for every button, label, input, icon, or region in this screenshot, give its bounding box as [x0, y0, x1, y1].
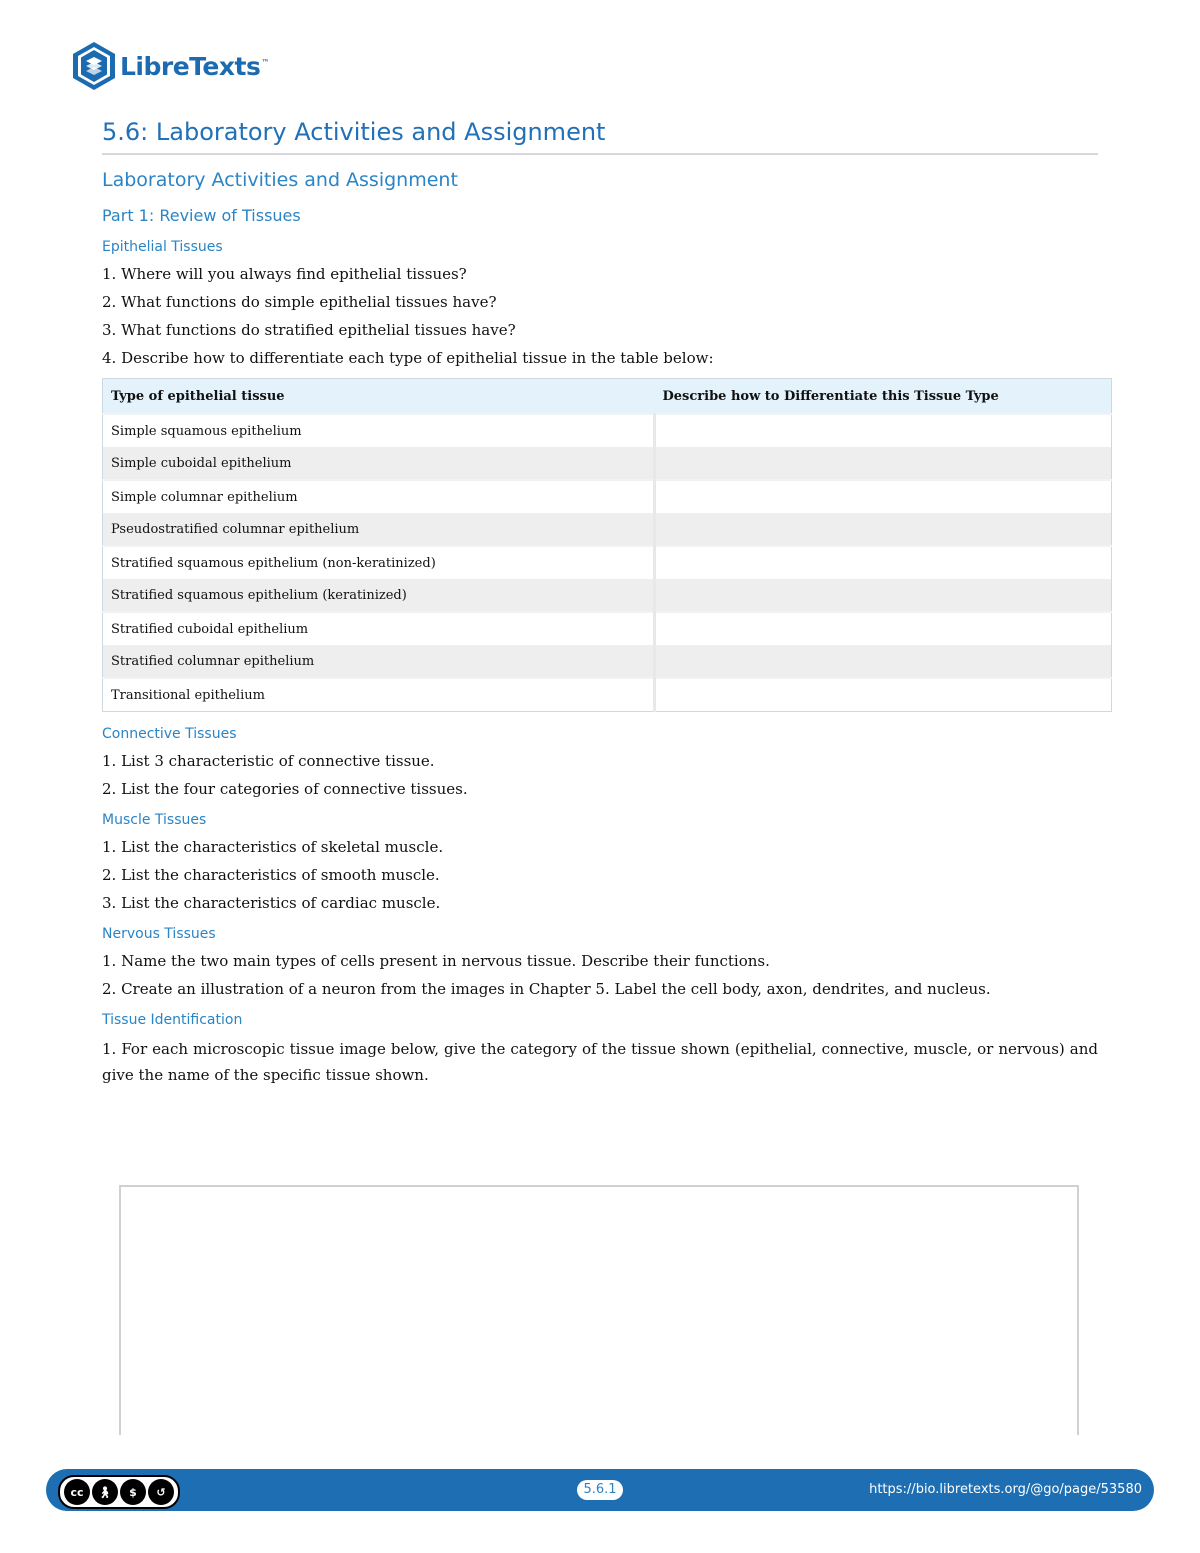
- tissue-type-cell: Simple columnar epithelium: [103, 480, 655, 513]
- nervous-question-1: 1. Name the two main types of cells present in nervous tissue. Describe their functions.: [102, 952, 770, 970]
- table-row: [103, 480, 1112, 513]
- answer-cell[interactable]: [655, 612, 1112, 645]
- part1-title: Part 1: Review of Tissues: [102, 206, 301, 225]
- tissue-type-cell: Stratified squamous epithelium (keratinized): [103, 579, 655, 612]
- answer-cell[interactable]: [655, 447, 1112, 480]
- tissue-image-frame: [119, 1185, 1079, 1435]
- answer-cell[interactable]: [655, 645, 1112, 678]
- epithelial-question-2: 2. What functions do simple epithelial tissues have?: [102, 293, 497, 311]
- identification-question-1: 1. For each microscopic tissue image below, give the category of the tissue shown (epithelial, connective, muscle, or nervous) and give the name of the specific tissue shown.: [102, 1040, 1098, 1084]
- by-icon: 🚶︎: [92, 1479, 118, 1505]
- libretexts-logo[interactable]: [72, 40, 269, 92]
- table-header-describe: Describe how to Differentiate this Tissue Type: [655, 379, 1112, 415]
- table-row: [103, 678, 1112, 712]
- table-row: [103, 513, 1112, 546]
- table-row: [103, 546, 1112, 579]
- tissue-type-cell: Stratified squamous epithelium (non-keratinized): [103, 546, 655, 579]
- identification-heading: Tissue Identification: [102, 1012, 243, 1028]
- page-url-link[interactable]: https://bio.libretexts.org/@go/page/53580: [869, 1482, 1142, 1497]
- epithelial-heading: Epithelial Tissues: [102, 239, 223, 255]
- logo-wordmark: LibreTexts™: [120, 51, 269, 81]
- answer-cell[interactable]: [655, 579, 1112, 612]
- answer-cell[interactable]: [655, 480, 1112, 513]
- muscle-question-2: 2. List the characteristics of smooth muscle.: [102, 866, 440, 884]
- table-row: [103, 579, 1112, 612]
- connective-question-1: 1. List 3 characteristic of connective tissue.: [102, 752, 435, 770]
- epithelial-question-3: 3. What functions do stratified epithelial tissues have?: [102, 321, 516, 339]
- nervous-question-2: 2. Create an illustration of a neuron from the images in Chapter 5. Label the cell body, axon, dendrites, and nucleus.: [102, 980, 991, 998]
- sa-icon: ↺: [148, 1479, 174, 1505]
- answer-cell[interactable]: [655, 678, 1112, 712]
- muscle-question-3: 3. List the characteristics of cardiac muscle.: [102, 894, 441, 912]
- cc-license-badge[interactable]: [58, 1475, 180, 1509]
- table-header-type: Type of epithelial tissue: [103, 379, 655, 415]
- epithelial-table: [102, 378, 1112, 712]
- page-footer: [46, 1469, 1154, 1511]
- page-number: 5.6.1: [577, 1480, 623, 1500]
- libretexts-logo-icon: [72, 41, 116, 91]
- tissue-type-cell: Pseudostratified columnar epithelium: [103, 513, 655, 546]
- muscle-heading: Muscle Tissues: [102, 812, 207, 828]
- answer-cell[interactable]: [655, 546, 1112, 579]
- tissue-type-cell: Stratified columnar epithelium: [103, 645, 655, 678]
- connective-heading: Connective Tissues: [102, 726, 237, 742]
- table-row: [103, 612, 1112, 645]
- nc-icon: $: [120, 1479, 146, 1505]
- epithelial-question-1: 1. Where will you always find epithelial tissues?: [102, 265, 467, 283]
- section-title: Laboratory Activities and Assignment: [102, 169, 458, 191]
- tissue-type-cell: Simple squamous epithelium: [103, 414, 655, 447]
- tissue-type-cell: Transitional epithelium: [103, 678, 655, 712]
- page-title: 5.6: Laboratory Activities and Assignment: [102, 118, 1098, 155]
- table-row: [103, 645, 1112, 678]
- page-content: [102, 118, 1112, 1088]
- muscle-question-1: 1. List the characteristics of skeletal muscle.: [102, 838, 444, 856]
- cc-icon: cc: [64, 1479, 90, 1505]
- nervous-heading: Nervous Tissues: [102, 926, 216, 942]
- epithelial-question-4: 4. Describe how to differentiate each type of epithelial tissue in the table below:: [102, 349, 714, 367]
- answer-cell[interactable]: [655, 414, 1112, 447]
- table-row: [103, 447, 1112, 480]
- tissue-type-cell: Stratified cuboidal epithelium: [103, 612, 655, 645]
- answer-cell[interactable]: [655, 513, 1112, 546]
- table-row: [103, 414, 1112, 447]
- connective-question-2: 2. List the four categories of connective tissues.: [102, 780, 468, 798]
- tissue-type-cell: Simple cuboidal epithelium: [103, 447, 655, 480]
